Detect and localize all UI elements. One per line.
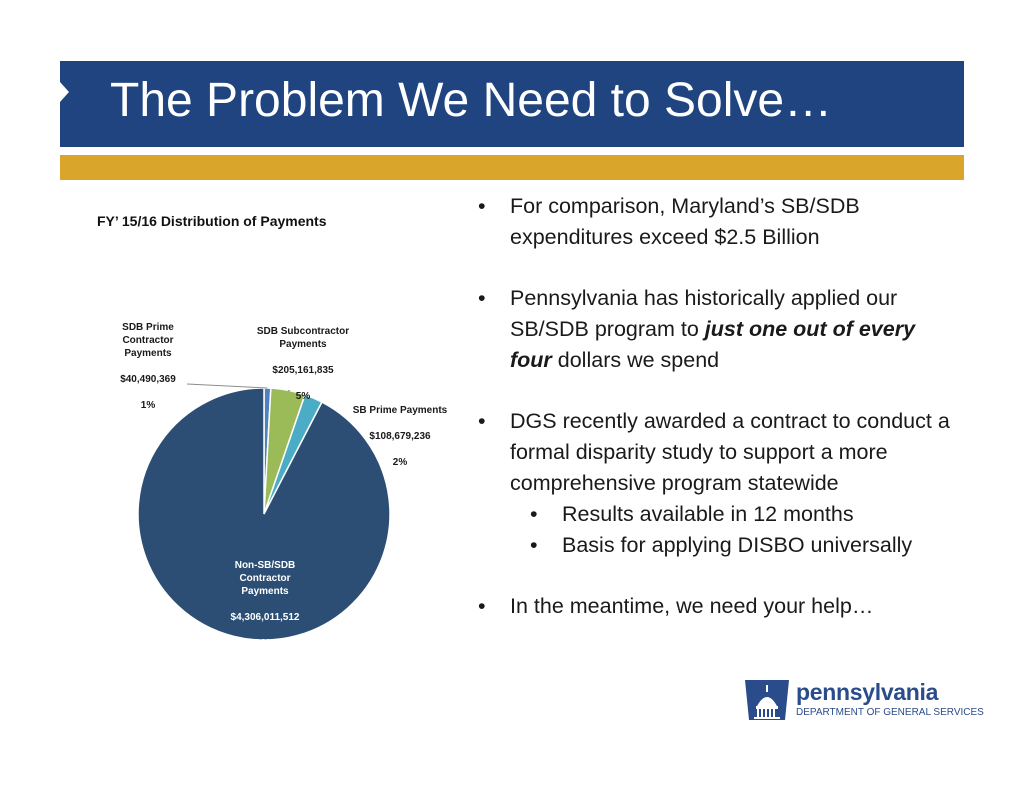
label-sdb-sub <box>248 312 358 416</box>
slide-title: The Problem We Need to Solve… <box>110 74 833 127</box>
sub-bullet-disbo: • Basis for applying DISBO universally <box>478 530 958 561</box>
label-sdb-prime <box>108 308 188 425</box>
label-sdb-prime-value: $40,490,369 <box>120 374 176 385</box>
label-sdb-prime-percent: 1% <box>140 400 156 411</box>
chart-title: FY’ 15/16 Distribution of Payments <box>97 213 327 229</box>
label-non-sb-name: Non-SB/SDB Contractor Payments <box>234 560 296 597</box>
label-non-sb <box>215 546 315 663</box>
bullet-pennsylvania-pre: Pennsylvania has historically applied our SB/SDB program to <box>510 286 898 341</box>
bullet-pennsylvania-post: dollars we spend <box>551 348 720 372</box>
bullet-pennsylvania-emphasis: just one out of every four <box>510 317 916 372</box>
label-sb-prime-name: SB Prime Payments <box>352 405 448 416</box>
label-sdb-sub-value: $205,161,835 <box>272 365 334 376</box>
label-sdb-sub-percent: 5% <box>295 391 311 402</box>
logo-department: DEPARTMENT OF GENERAL SERVICES <box>796 707 984 718</box>
capitol-dome-keystone-icon <box>744 676 790 724</box>
label-sdb-sub-name: SDB Subcontractor Payments <box>256 326 350 350</box>
bullet-help: • In the meantime, we need your help… <box>478 591 958 622</box>
gold-accent-bar <box>60 155 964 180</box>
logo-name: pennsylvania <box>796 679 939 705</box>
bullet-disparity-study: • DGS recently awarded a contract to conduct a formal disparity study to support a more comprehensive program statewide <box>478 406 958 499</box>
label-sb-prime <box>345 391 455 482</box>
pa-dgs-logo <box>744 676 984 726</box>
label-non-sb-percent: 92% <box>254 638 275 649</box>
label-sb-prime-value: $108,679,236 <box>369 431 431 442</box>
bullet-pennsylvania <box>478 283 958 376</box>
bullet-maryland: • For comparison, Maryland’s SB/SDB expenditures exceed $2.5 Billion <box>478 191 958 253</box>
bullet-list <box>478 191 958 622</box>
label-sb-prime-percent: 2% <box>392 457 408 468</box>
sub-bullet-results: • Results available in 12 months <box>478 499 958 530</box>
label-non-sb-value: $4,306,011,512 <box>230 612 300 623</box>
label-sdb-prime-name: SDB Prime Contractor Payments <box>122 322 174 359</box>
title-notch <box>60 82 69 102</box>
